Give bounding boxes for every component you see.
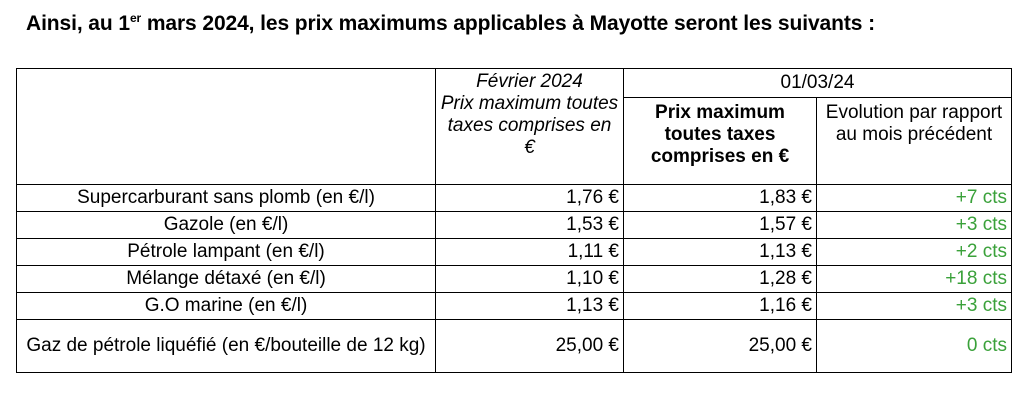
march-price: 1,28 € (624, 266, 817, 293)
product-label: Mélange détaxé (en €/l) (17, 266, 436, 293)
march-price: 1,13 € (624, 239, 817, 266)
table-row (17, 212, 1012, 239)
february-price: 1,76 € (436, 185, 624, 212)
march-price: 1,57 € (624, 212, 817, 239)
february-price: 25,00 € (436, 320, 624, 373)
february-price: 1,13 € (436, 293, 624, 320)
price-evolution: +3 cts (817, 212, 1012, 239)
table-row (17, 320, 1012, 373)
table-row (17, 266, 1012, 293)
table-row (17, 293, 1012, 320)
header-february-price (436, 69, 624, 185)
march-price: 1,83 € (624, 185, 817, 212)
february-price: 1,53 € (436, 212, 624, 239)
february-price: 1,10 € (436, 266, 624, 293)
product-label: Supercarburant sans plomb (en €/l) (17, 185, 436, 212)
table-row (17, 239, 1012, 266)
table-row (17, 185, 1012, 212)
header-date: 01/03/24 (624, 69, 1012, 98)
table-header-row (17, 69, 1012, 98)
product-label: Gaz de pétrole liquéfié (en €/bouteille de 12 kg) (17, 320, 436, 373)
march-price: 25,00 € (624, 320, 817, 373)
february-price: 1,11 € (436, 239, 624, 266)
price-evolution: +18 cts (817, 266, 1012, 293)
header-february-title: Février 2024 (476, 71, 583, 92)
price-evolution: +2 cts (817, 239, 1012, 266)
page-heading (26, 12, 875, 36)
price-evolution: +3 cts (817, 293, 1012, 320)
heading-text-before: Ainsi, au 1 (26, 12, 130, 35)
header-february-subtitle: Prix maximum toutes taxes comprises en € (440, 93, 619, 158)
product-label: Gazole (en €/l) (17, 212, 436, 239)
header-current-price: Prix maximum toutes taxes comprises en € (624, 98, 817, 185)
march-price: 1,16 € (624, 293, 817, 320)
price-table (16, 68, 1012, 373)
product-label: Pétrole lampant (en €/l) (17, 239, 436, 266)
price-evolution: 0 cts (817, 320, 1012, 373)
heading-text-after: mars 2024, les prix maximums applicables à Mayotte seront les suivants : (141, 12, 875, 35)
heading-superscript: er (129, 11, 142, 25)
product-label: G.O marine (en €/l) (17, 293, 436, 320)
price-evolution: +7 cts (817, 185, 1012, 212)
header-empty-cell (17, 69, 436, 185)
header-evolution: Evolution par rapport au mois précédent (817, 98, 1012, 185)
